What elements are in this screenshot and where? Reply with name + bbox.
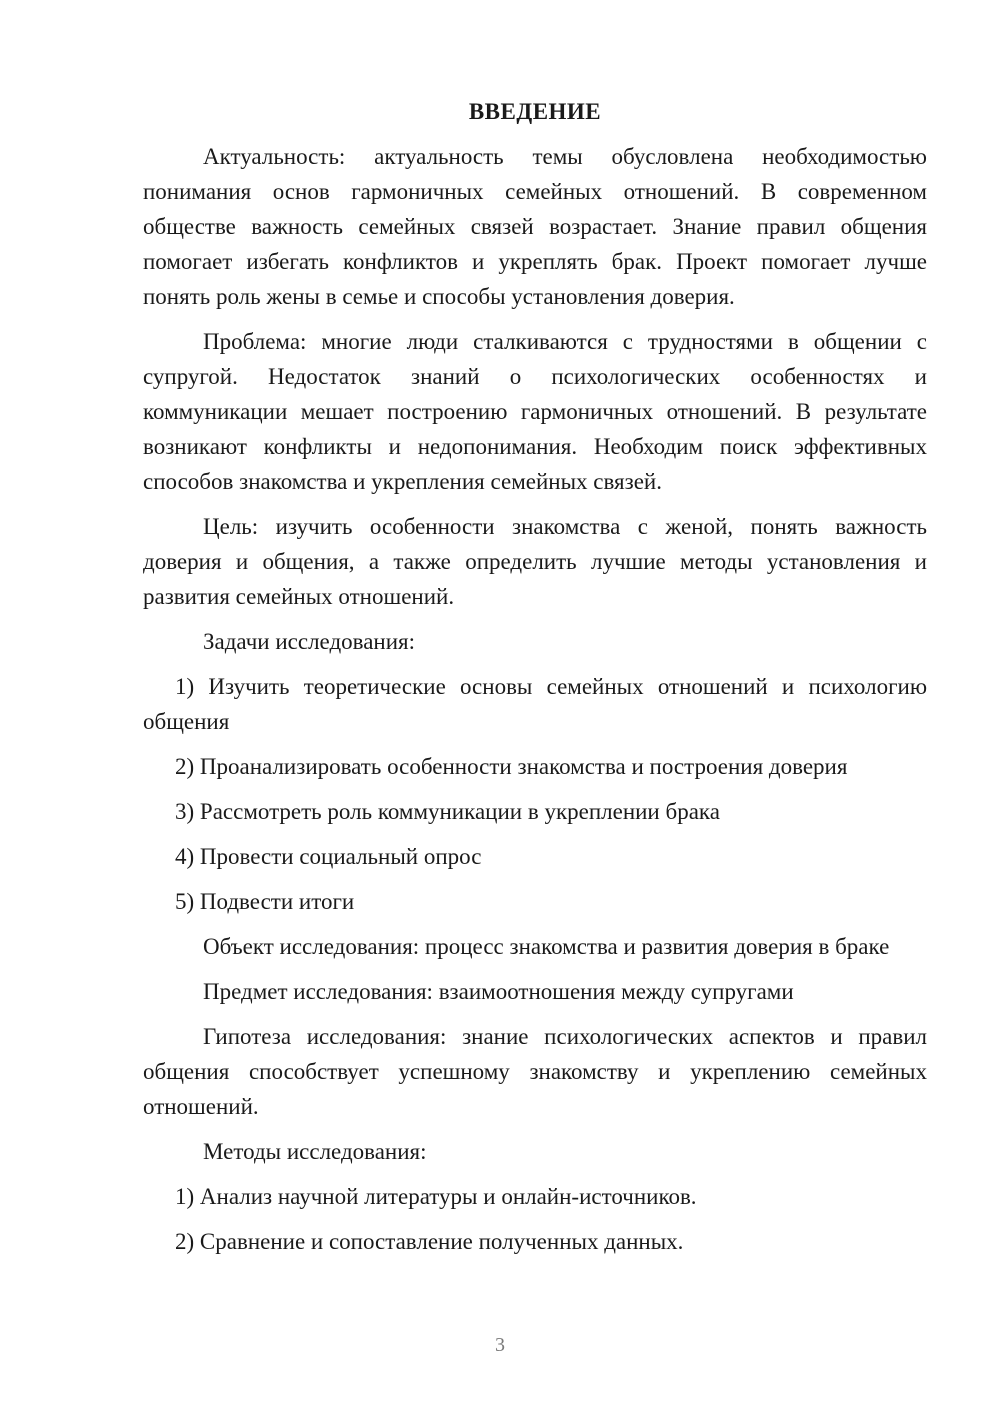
goal-paragraph: Цель: изучить особенности знакомства с женой, понять важность доверия и общения, а также определить лучшие методы установления и развития семейных отношений. — [143, 514, 927, 609]
methods-heading: Методы исследования: — [203, 1139, 427, 1164]
task-item-5: 5) Подвести итоги — [175, 889, 355, 914]
relevance-paragraph: Актуальность: актуальность темы обусловлена необходимостью понимания основ гармоничных семейных отношений. В современном обществе важность семейных связей возрастает. Знание правил общения помогает избегать конфликтов и укреплять брак. Проект помогает лучше понять роль жены в семье и способы установления доверия. — [143, 144, 927, 309]
object-paragraph: Объект исследования: процесс знакомства и развития доверия в браке — [203, 934, 890, 959]
problem-paragraph: Проблема: многие люди сталкиваются с трудностями в общении с супругой. Недостаток знаний о психологических особенностях и коммуникации мешает построению гармоничных отношений. В результате возникают конфликты и недопонимания. Необходим поиск эффективных способов знакомства и укрепления семейных связей. — [143, 329, 927, 494]
method-item-1: 1) Анализ научной литературы и онлайн-источников. — [175, 1184, 697, 1209]
method-item-2: 2) Сравнение и сопоставление полученных данных. — [175, 1229, 684, 1254]
task-item-1: 1) Изучить теоретические основы семейных отношений и психологию общения — [143, 674, 927, 734]
tasks-heading: Задачи исследования: — [203, 629, 416, 654]
page-number: 3 — [495, 1334, 505, 1356]
page-content — [143, 94, 927, 1269]
subject-paragraph: Предмет исследования: взаимоотношения между супругами — [203, 979, 794, 1004]
task-item-3: 3) Рассмотреть роль коммуникации в укреплении брака — [175, 799, 720, 824]
task-item-2: 2) Проанализировать особенности знакомства и построения доверия — [175, 754, 848, 779]
task-item-4: 4) Провести социальный опрос — [175, 844, 482, 869]
section-title: ВВЕДЕНИЕ — [468, 99, 602, 124]
hypothesis-paragraph: Гипотеза исследования: знание психологических аспектов и правил общения способствует успешному знакомству и укреплению семейных отношений. — [143, 1024, 927, 1119]
